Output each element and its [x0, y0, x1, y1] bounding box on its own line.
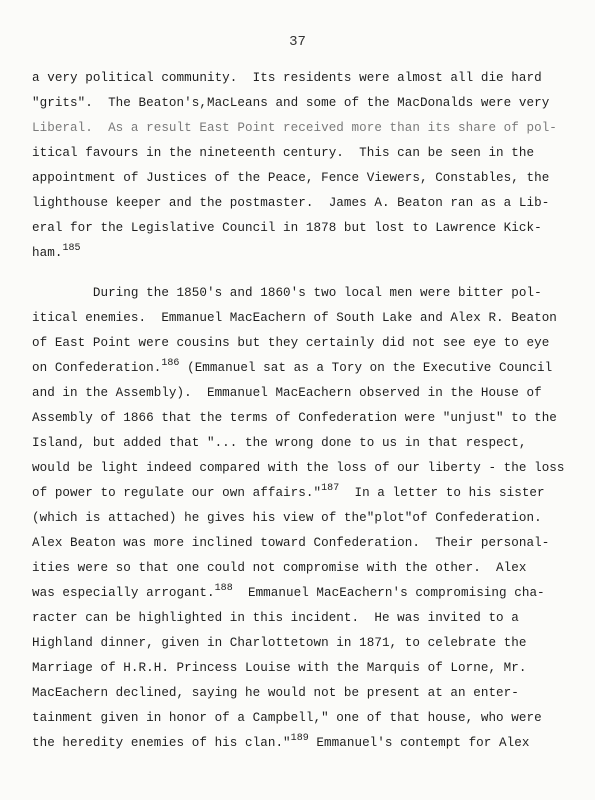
- text-line: [32, 241, 577, 268]
- text-line: [32, 406, 577, 431]
- footnote-ref: 188: [214, 583, 233, 594]
- text-line-content: and in the Assembly). Emmanuel MacEachern observed in the House of: [32, 386, 542, 400]
- text-line-content: the heredity enemies of his clan.": [32, 736, 291, 750]
- text-line-content: ities were so that one could not compromise with the other. Alex: [32, 561, 527, 575]
- text-line: [32, 191, 577, 216]
- text-line: [32, 91, 577, 116]
- text-line: [32, 731, 577, 756]
- text-line-continuation: Emmanuel's contempt for Alex: [308, 736, 530, 750]
- text-line-content: of East Point were cousins but they certainly did not see eye to eye: [32, 336, 550, 350]
- text-line-content: would be light indeed compared with the loss of our liberty - the loss: [32, 461, 565, 475]
- text-line-content: Assembly of 1866 that the terms of Confederation were "unjust" to the: [32, 411, 557, 425]
- text-line-content: a very political community. Its residents were almost all die hard: [32, 71, 542, 85]
- text-line: [32, 681, 577, 706]
- text-line: [32, 531, 577, 556]
- text-line-content: ham.: [32, 246, 63, 260]
- text-line: [32, 381, 577, 406]
- text-line-content: "grits". The Beaton's,MacLeans and some of the MacDonalds were very: [32, 96, 550, 110]
- text-line-continuation: Emmanuel MacEachern's compromising cha-: [232, 586, 545, 600]
- text-line-content: itical enemies. Emmanuel MacEachern of South Lake and Alex R. Beaton: [32, 311, 557, 325]
- text-line-content: itical favours in the nineteenth century. This can be seen in the: [32, 146, 535, 160]
- text-line-continuation: (Emmanuel sat as a Tory on the Executive Council: [179, 361, 553, 375]
- page-number: 37: [289, 34, 306, 50]
- text-line: [32, 656, 577, 681]
- text-line-content: eral for the Legislative Council in 1878 but lost to Lawrence Kick-: [32, 221, 542, 235]
- text-line: [32, 606, 577, 631]
- text-line: [32, 481, 577, 506]
- text-line-content: racter can be highlighted in this incident. He was invited to a: [32, 611, 519, 625]
- text-line: [32, 631, 577, 656]
- text-line-content: Highland dinner, given in Charlottetown in 1871, to celebrate the: [32, 636, 527, 650]
- text-line: [32, 141, 577, 166]
- text-line: [32, 281, 577, 306]
- text-line-content: Alex Beaton was more inclined toward Confederation. Their personal-: [32, 536, 550, 550]
- text-line-content: was especially arrogant.: [32, 586, 215, 600]
- text-line: [32, 66, 577, 91]
- footnote-ref: 185: [62, 243, 81, 254]
- text-line-content: of power to regulate our own affairs.": [32, 486, 322, 500]
- text-line-content: MacEachern declined, saying he would not be present at an enter-: [32, 686, 519, 700]
- text-line-content: appointment of Justices of the Peace, Fence Viewers, Constables, the: [32, 171, 550, 185]
- text-line-content: lighthouse keeper and the postmaster. James A. Beaton ran as a Lib-: [32, 196, 550, 210]
- text-line-continuation: In a letter to his sister: [339, 486, 545, 500]
- text-line-content: Marriage of H.R.H. Princess Louise with the Marquis of Lorne, Mr.: [32, 661, 527, 675]
- text-line-content: Island, but added that "... the wrong done to us in that respect,: [32, 436, 527, 450]
- text-line: [32, 306, 577, 331]
- text-line-content: on Confederation.: [32, 361, 162, 375]
- footnote-ref: 189: [290, 733, 309, 744]
- text-line-content: (which is attached) he gives his view of the"plot"of Confederation.: [32, 511, 542, 525]
- text-line: [32, 356, 577, 381]
- text-line-content: During the 1850's and 1860's two local men were bitter pol-: [32, 286, 542, 300]
- text-line: [32, 556, 577, 581]
- text-line: [32, 506, 577, 531]
- text-line: [32, 331, 577, 356]
- text-line: [32, 706, 577, 731]
- footnote-ref: 186: [161, 358, 180, 369]
- text-line: [32, 116, 577, 141]
- text-line: [32, 581, 577, 606]
- text-line: [32, 216, 577, 241]
- text-line: [32, 431, 577, 456]
- footnote-ref: 187: [321, 483, 340, 494]
- text-line-content: tainment given in honor of a Campbell," one of that house, who were: [32, 711, 542, 725]
- text-line: [32, 166, 577, 191]
- text-line-content: Liberal. As a result East Point received more than its share of pol-: [32, 121, 557, 135]
- text-line: [32, 456, 577, 481]
- body-text: [32, 66, 577, 756]
